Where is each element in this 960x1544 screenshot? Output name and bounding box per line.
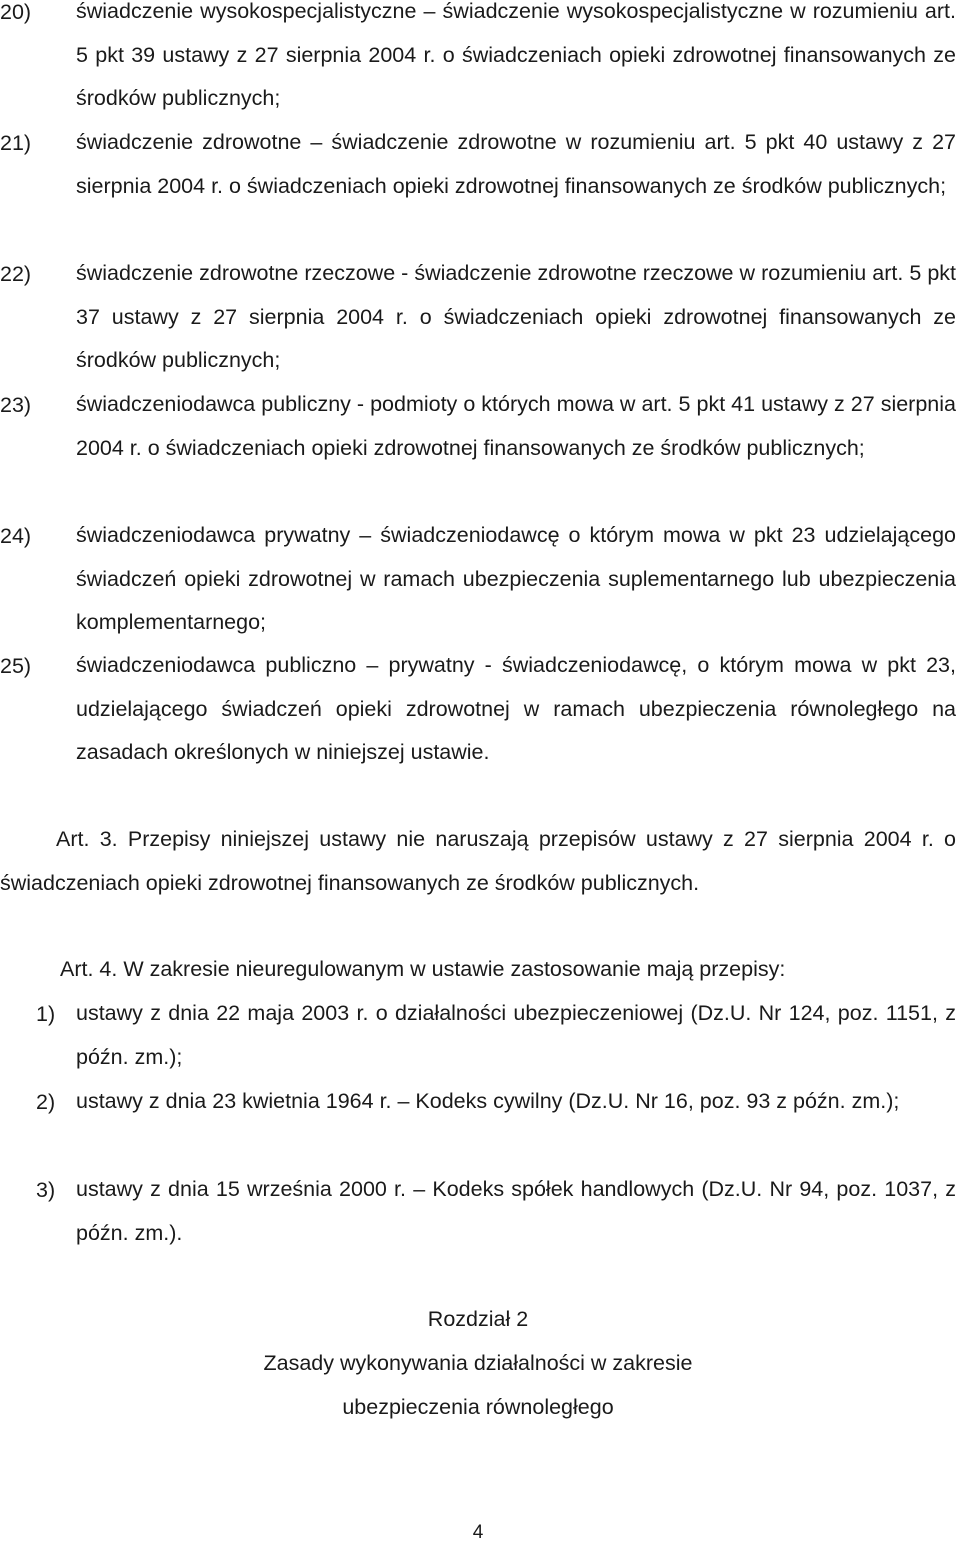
definition-number: 23) [0, 393, 32, 417]
definition-text: świadczenie zdrowotne rzeczowe - świadczenie zdrowotne rzeczowe w rozumieniu art. 5 pkt 37 ustawy z 27 sierpnia 2004 r. o świadczeniach opieki zdrowotnej finansowanych ze środków publicznych; [76, 261, 956, 373]
definition-item-22 [0, 252, 956, 383]
list-text: ustawy z dnia 15 września 2000 r. – Kodeks spółek handlowych (Dz.U. Nr 94, poz. 1037, z późn. zm.). [76, 1177, 956, 1245]
chapter-label: Rozdział 2 [427, 1307, 529, 1331]
definition-item-21 [0, 121, 956, 208]
definition-number: 20) [0, 0, 32, 24]
definition-item-20 [0, 0, 956, 121]
definition-number: 25) [0, 654, 32, 678]
definition-text: świadczenie wysokospecjalistyczne – świadczenie wysokospecjalistyczne w rozumieniu art. 5 pkt 39 ustawy z 27 sierpnia 2004 r. o świadczeniach opieki zdrowotnej finansowanych ze środków publicznych; [76, 0, 956, 111]
list-number: 3) [36, 1178, 56, 1202]
list-text: ustawy z dnia 23 kwietnia 1964 r. – Kodeks cywilny (Dz.U. Nr 16, poz. 93 z późn. zm.); [76, 1089, 900, 1113]
definition-item-25 [0, 644, 956, 775]
page-number: 4 [472, 1522, 484, 1543]
definition-number: 22) [0, 262, 32, 286]
definition-number: 21) [0, 131, 32, 155]
chapter-title-line-2: ubezpieczenia równoległego [342, 1395, 614, 1419]
definition-item-23 [0, 383, 956, 470]
definition-text: świadczeniodawca publiczno – prywatny - świadczeniodawcę, o którym mowa w pkt 23, udzielającego świadczeń opieki zdrowotnej w ramach ubezpieczenia równoległego na zasadach określonych w niniejszej ustawie. [76, 653, 956, 765]
definition-text: świadczenie zdrowotne – świadczenie zdrowotne w rozumieniu art. 5 pkt 40 ustawy z 27 sierpnia 2004 r. o świadczeniach opieki zdrowotnej finansowanych ze środków publicznych; [76, 130, 956, 198]
list-number: 1) [36, 1002, 56, 1026]
list-text: ustawy z dnia 22 maja 2003 r. o działalności ubezpieczeniowej (Dz.U. Nr 124, poz. 1151, z późn. zm.); [76, 1001, 956, 1069]
list-number: 2) [36, 1090, 56, 1114]
definition-text: świadczeniodawca publiczny - podmioty o których mowa w art. 5 pkt 41 ustawy z 27 sierpnia 2004 r. o świadczeniach opieki zdrowotnej finansowanych ze środków publicznych; [76, 392, 956, 460]
definition-text: świadczeniodawca prywatny – świadczeniodawcę o którym mowa w pkt 23 udzielającego świadczeń opieki zdrowotnej w ramach ubezpieczenia suplementarnego lub ubezpieczenia komplementarnego; [76, 523, 956, 635]
definition-item-24 [0, 514, 956, 645]
article-4-item-3 [0, 1168, 956, 1255]
chapter-title-line-1: Zasady wykonywania działalności w zakresie [263, 1351, 693, 1375]
article-4-item-2 [0, 1080, 956, 1124]
definition-number: 24) [0, 524, 32, 548]
article-3: Art. 3. Przepisy niniejszej ustawy nie naruszają przepisów ustawy z 27 sierpnia 2004 r. o świadczeniach opieki zdrowotnej finansowanych ze środków publicznych. [0, 827, 956, 895]
article-4-intro: Art. 4. W zakresie nieuregulowanym w ustawie zastosowanie mają przepisy: [60, 957, 786, 981]
article-4-item-1 [0, 992, 956, 1079]
